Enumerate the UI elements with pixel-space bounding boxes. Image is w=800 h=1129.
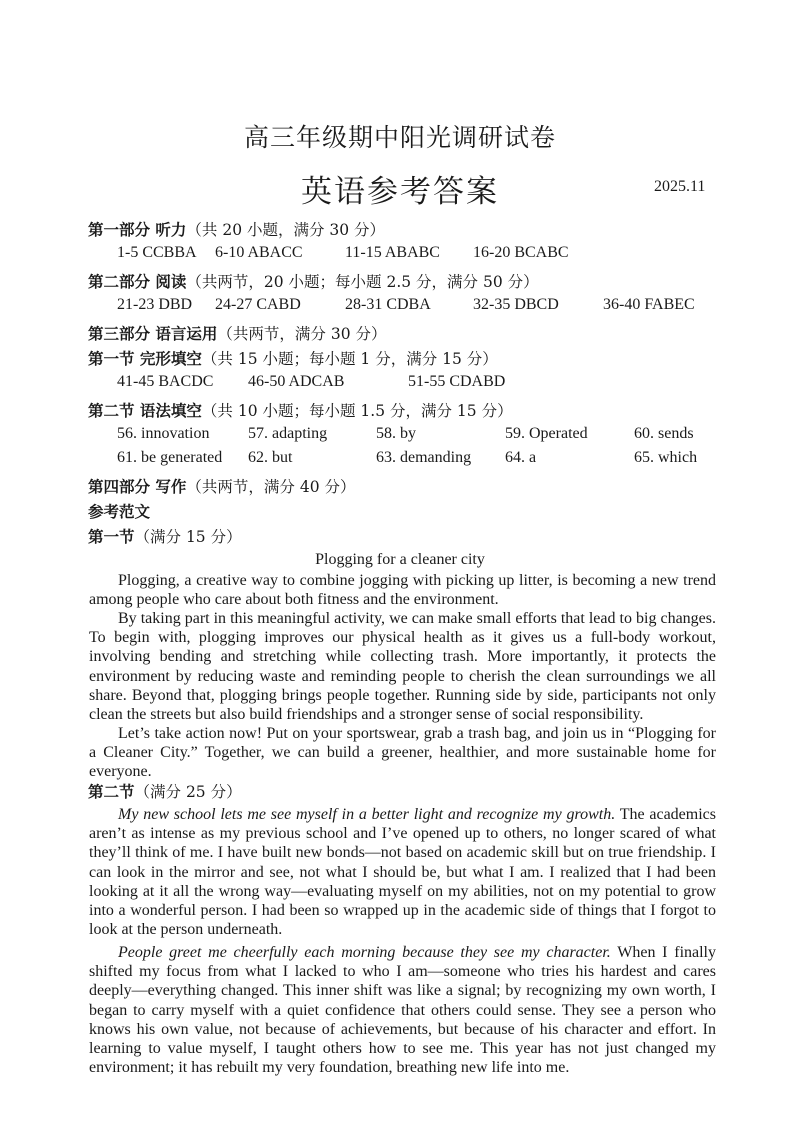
page-subtitle: 英语参考答案 <box>301 174 499 210</box>
answer-group: 28-31 CDBA <box>345 296 431 313</box>
part4-title: 第四部分 写作 <box>88 478 187 496</box>
essay-paragraph: Plogging, a creative way to combine jogging with picking up litter, is becoming a new trend among people who care about both fitness and the environment. <box>89 572 716 609</box>
section-detail: （共 10 小题；每小题 1.5 分，满分 15 分） <box>201 402 513 420</box>
grammar-answer: 60. sends <box>634 425 694 442</box>
answer-group: 36-40 FABEC <box>603 296 695 313</box>
part4-detail: （共两节，满分 40 分） <box>186 478 356 496</box>
section-title: 第一节 完形填空 <box>88 350 202 368</box>
essay-paragraph: Let’s take action now! Put on your sportswear, grab a trash bag, and join us in “Plogging for a Cleaner City.” Together, we can build a greener, healthier, and more sustainable home for everyone. <box>89 725 716 781</box>
part3-section2-heading <box>88 399 513 421</box>
part1-title: 第一部分 听力 <box>88 221 187 239</box>
given-lead-sentence: People greet me cheerfully each morning because they see my character. <box>118 944 611 961</box>
answer-group: 32-35 DBCD <box>473 296 559 313</box>
grammar-answer: 58. by <box>376 425 416 442</box>
continuation-paragraph: People greet me cheerfully each morning because they see my character. When I finally shifted my focus from what I lacked to who I am—someone who tries his hardest and cares deeply—everything changed. This inner shift was like a signal; by recognizing my own worth, I began to carry myself with a quiet confidence that others could sense. They see a person who knows his own value, not because of achievements, but because of his character and effort. In learning to value myself, I taught others how to see me. This year has not just changed my environment; it has rebuilt my very foundation, breathing new life into me. <box>89 944 717 1077</box>
grammar-answer: 57. adapting <box>248 425 328 442</box>
answer-group: 46-50 ADCAB <box>248 373 345 390</box>
grammar-answer: 56. innovation <box>117 425 210 442</box>
answer-group: 51-55 CDABD <box>408 373 506 390</box>
part2-title: 第二部分 阅读 <box>88 273 187 291</box>
part3-detail: （共两节，满分 30 分） <box>217 325 387 343</box>
exam-date: 2025.11 <box>654 178 706 195</box>
answer-group: 21-23 DBD <box>117 296 193 313</box>
part4-section1-heading <box>88 525 242 547</box>
part3-heading <box>88 322 386 344</box>
grammar-answer: 64. a <box>505 449 537 466</box>
grammar-answer: 61. be generated <box>117 449 223 466</box>
part1-heading <box>88 218 385 240</box>
part3-title: 第三部分 语言运用 <box>88 325 218 343</box>
part3-section1-heading <box>88 347 498 369</box>
continuation-paragraph: My new school lets me see myself in a better light and recognize my growth. The academics aren’t as intense as my previous school and I’ve opened up to others, no longer scared of what they’ll think of me. I have built new bonds—not based on academic skill but on true friendship. I can look in the mirror and see, not what I should be, but what I am. I realized that I had been looking at it all the wrong way—evaluating myself on my abilities, not on my potential to grow into a wonderful person. I had been so wrapped up in the academic side of things that I forgot to look at the person underneath. <box>89 806 716 939</box>
answer-group: 41-45 BACDC <box>117 373 214 390</box>
essay-paragraph: By taking part in this meaningful activity, we can make small efforts that lead to big changes. To begin with, plogging improves our physical health as it gives us a full-body workout, involving bending and stretching while collecting trash. More importantly, it protects the environment by reducing waste and reminding people to cherish the clean surroundings we all share. Beyond that, plogging brings people together. Running side by side, participants not only clean the streets but also build friendships and a stronger sense of social responsibility. <box>89 610 716 724</box>
answer-group: 1-5 CCBBA <box>117 244 197 261</box>
part4-heading <box>88 475 355 497</box>
part4-section2-heading <box>88 780 242 802</box>
answer-group: 6-10 ABACC <box>215 244 303 261</box>
section-title: 第一节 <box>88 528 135 546</box>
section-title: 第二节 <box>88 783 135 801</box>
answer-group: 11-15 ABABC <box>345 244 440 261</box>
grammar-answer: 59. Operated <box>505 425 588 442</box>
part1-detail: （共 20 小题，满分 30 分） <box>186 221 386 239</box>
part2-heading <box>88 270 539 292</box>
grammar-answer: 62. but <box>248 449 293 466</box>
section-title: 第二节 语法填空 <box>88 402 202 420</box>
grammar-answer: 65. which <box>634 449 698 466</box>
answer-group: 16-20 BCABC <box>473 244 569 261</box>
section-detail: （满分 15 分） <box>134 528 242 546</box>
grammar-answer: 63. demanding <box>376 449 472 466</box>
page-title: 高三年级期中阳光调研试卷 <box>243 123 556 152</box>
answer-group: 24-27 CABD <box>215 296 301 313</box>
essay-title: Plogging for a cleaner city <box>315 551 485 568</box>
section-detail: （共 15 小题；每小题 1 分，满分 15 分） <box>201 350 498 368</box>
sample-essay-label: 参考范文 <box>88 503 151 521</box>
section-detail: （满分 25 分） <box>134 783 242 801</box>
part2-detail: （共两节，20 小题；每小题 2.5 分，满分 50 分） <box>186 273 539 291</box>
given-lead-sentence: My new school lets me see myself in a better light and recognize my growth. <box>118 806 616 823</box>
